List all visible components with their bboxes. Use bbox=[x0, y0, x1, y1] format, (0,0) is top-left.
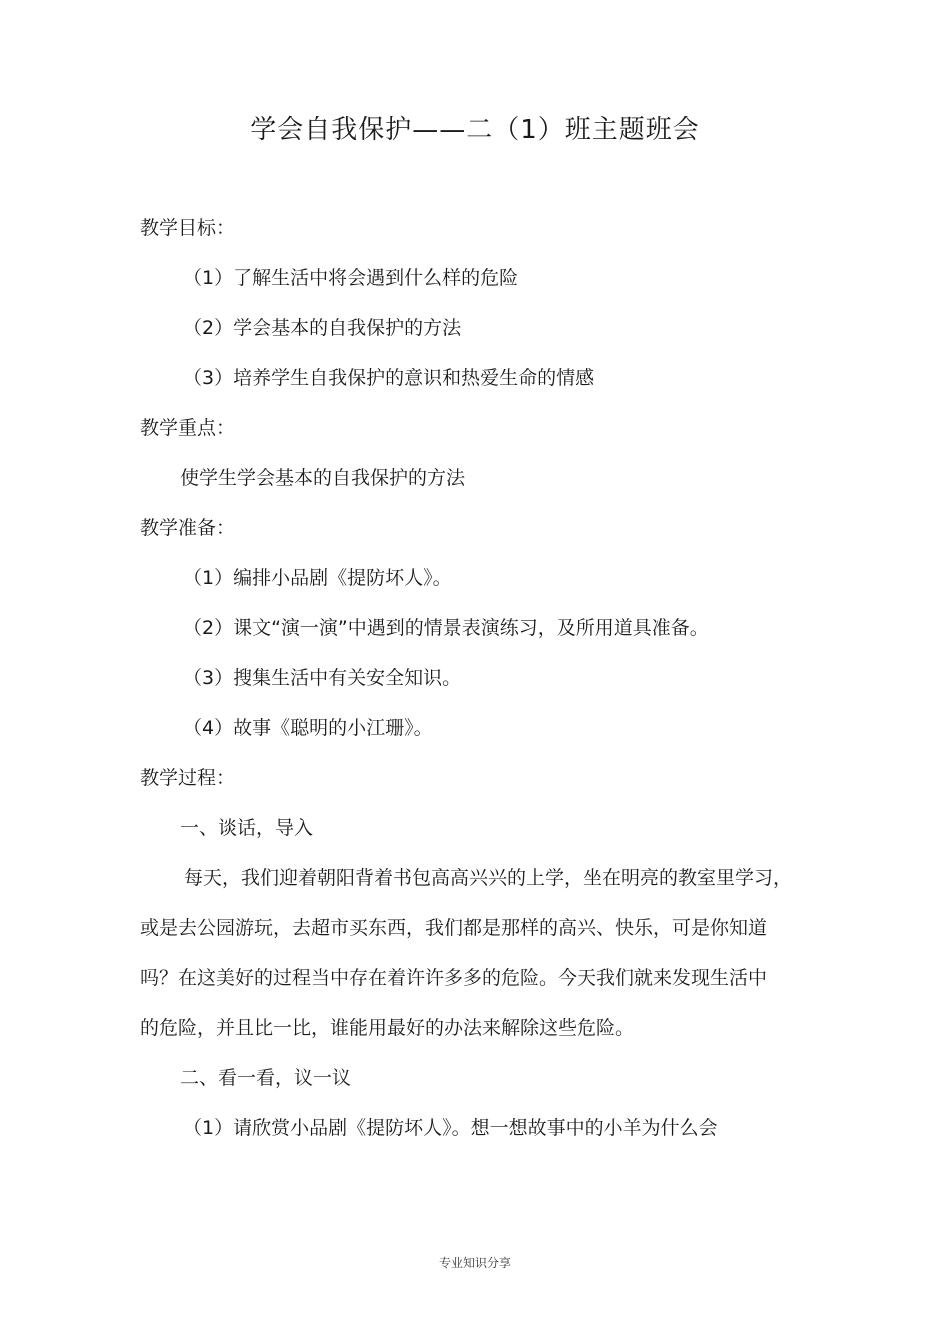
page-footer: 专业知识分享 bbox=[438, 1256, 511, 1270]
step1-paragraph-line-1: 每天，我们迎着朝阳背着书包高高兴兴的上学，坐在明亮的教室里学习， bbox=[184, 867, 793, 889]
focus-text: 使学生学会基本的自我保护的方法 bbox=[180, 467, 466, 489]
step1-paragraph-line-4: 的危险，并且比一比，谁能用最好的办法来解除这些危险。 bbox=[140, 1017, 635, 1039]
step2-item-1: （1）请欣赏小品剧《提防坏人》。想一想故事中的小羊为什么会 bbox=[183, 1117, 718, 1139]
prep-item-2: （2）课文“演一演”中遇到的情景表演练习，及所用道具准备。 bbox=[183, 617, 709, 639]
prep-item-4: （4）故事《聪明的小江珊》。 bbox=[183, 717, 433, 739]
step1-paragraph-line-3: 吗？在这美好的过程当中存在着许许多多的危险。今天我们就来发现生活中 bbox=[140, 967, 768, 989]
goal-item-3: （3）培养学生自我保护的意识和热爱生命的情感 bbox=[183, 367, 595, 389]
goals-heading: 教学目标： bbox=[140, 217, 236, 239]
focus-heading: 教学重点： bbox=[140, 417, 236, 439]
document-title: 学会自我保护——二（1）班主题班会 bbox=[250, 115, 700, 145]
prep-item-3: （3）搜集生活中有关安全知识。 bbox=[183, 667, 462, 689]
step2-heading: 二、看一看，议一议 bbox=[180, 1067, 352, 1089]
goal-item-1: （1）了解生活中将会遇到什么样的危险 bbox=[183, 267, 519, 289]
prep-item-1: （1）编排小品剧《提防坏人》。 bbox=[183, 567, 452, 589]
step1-paragraph-line-2: 或是去公园游玩，去超市买东西，我们都是那样的高兴、快乐，可是你知道 bbox=[140, 917, 768, 939]
prep-heading: 教学准备： bbox=[140, 517, 236, 539]
step1-heading: 一、谈话，导入 bbox=[180, 817, 314, 839]
goal-item-2: （2）学会基本的自我保护的方法 bbox=[183, 317, 462, 339]
process-heading: 教学过程： bbox=[140, 767, 236, 789]
